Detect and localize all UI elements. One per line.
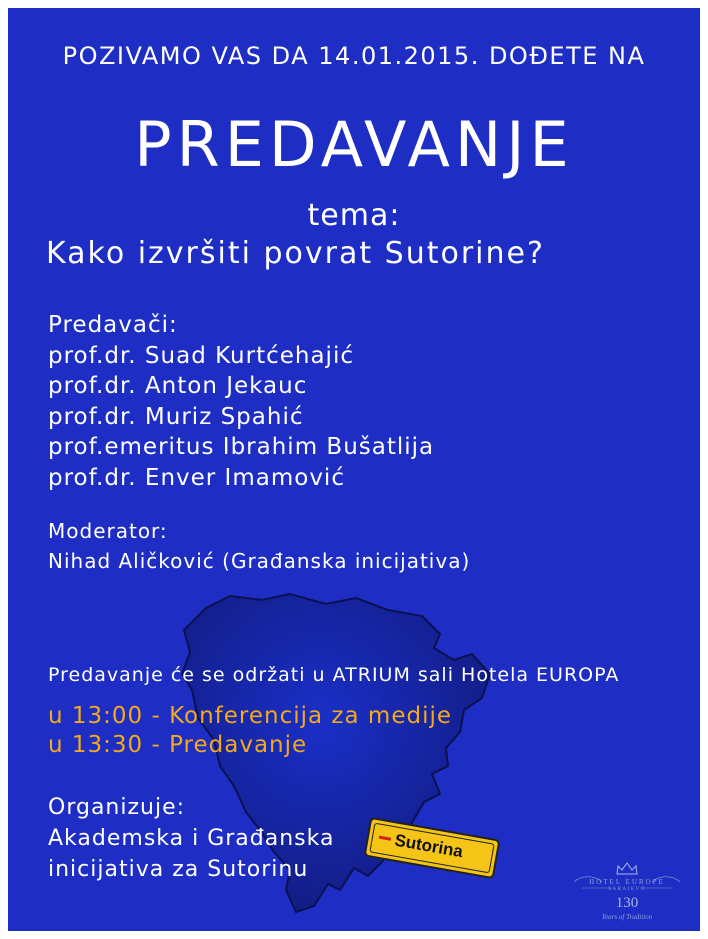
organizer-block bbox=[48, 792, 334, 885]
lecturers-block bbox=[48, 310, 434, 493]
hotel-city: SARAJEVO bbox=[608, 887, 646, 892]
road-sign-label: Sutorina bbox=[393, 830, 465, 862]
lecturers-heading: Predavači: bbox=[48, 312, 178, 338]
moderator-name: Nihad Aličković (Građanska inicijativa) bbox=[48, 549, 471, 573]
venue-text: Predavanje će se održati u ATRIUM sali Hotela EUROPA bbox=[48, 664, 620, 686]
topic-text: Kako izvršiti povrat Sutorine? bbox=[46, 236, 545, 271]
topic-label: tema: bbox=[307, 198, 401, 233]
lecturer-item: prof.dr. Suad Kurtćehajić bbox=[48, 342, 354, 369]
hotel-tagline: Years of Tradition bbox=[601, 913, 653, 921]
organizer-heading: Organizuje: bbox=[48, 795, 186, 820]
organizer-line: Akademska i Građanska bbox=[48, 826, 335, 851]
schedule-item: u 13:30 - Predavanje bbox=[48, 732, 308, 758]
hotel-name: HOTEL EUROPE bbox=[589, 878, 665, 886]
hotel-years: 130 bbox=[615, 895, 639, 911]
lecturer-item: prof.dr. Muriz Spahić bbox=[48, 403, 304, 430]
lecturer-item: prof.dr. Enver Imamović bbox=[48, 464, 345, 491]
organizer-line: inicijativa za Sutorinu bbox=[48, 857, 309, 882]
moderator-block bbox=[48, 516, 470, 576]
schedule-item: u 13:00 - Konferencija za medije bbox=[48, 703, 452, 729]
lecturer-item: prof.emeritus Ibrahim Bušatlija bbox=[48, 434, 435, 460]
lecturer-item: prof.dr. Anton Jekauc bbox=[48, 373, 308, 399]
schedule-block bbox=[48, 702, 452, 760]
hotel-europe-logo bbox=[562, 858, 692, 930]
page-title: PREDAVANJE bbox=[134, 108, 574, 181]
event-poster bbox=[8, 8, 700, 931]
invitation-line: POZIVAMO VAS DA 14.01.2015. DOĐETE NA bbox=[62, 42, 646, 70]
moderator-heading: Moderator: bbox=[48, 519, 168, 543]
